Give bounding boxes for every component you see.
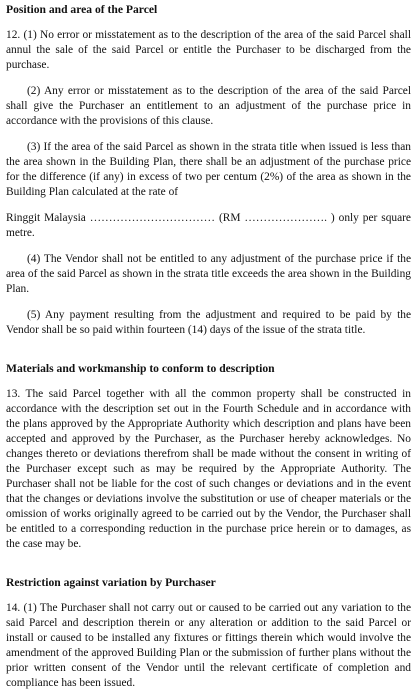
clause-12-3: (3) If the area of the said Parcel as shown in the strata title when issued is less than the area shown in the Building Plan, there shall be an adjustment of the purchase price for the difference (if any) in excess of two per centum (2%) of the area as shown in the Building Plan calculated at the rate of — [6, 141, 411, 198]
clause-12-2: (2) Any error or misstatement as to the description of the area of the said Parcel shall give the Purchaser an entitlement to an adjustment of the purchase price in accordance with the provisions of this clause. — [6, 85, 411, 127]
clause-13: 13. The said Parcel together with all the common property shall be constructed in accordance with the description set out in the Fourth Schedule and in accordance with the plans approved by the Appropriate Authority which description and plans have been accepted and approved by the Purchaser, as the Purchaser hereby acknowledges. No changes thereto or deviations therefrom shall be made without the consent in writing of the Purchaser except such as may be required by the Appropriate Authority. The Purchaser shall not be liable for the cost of such changes or deviations and in the event that the changes or deviations involve the substitution or use of cheaper materials or the omission of works originally agreed to be carried out by the Vendor, the Purchaser shall be entitled to a corresponding reduction in the purchase price herein or to damages, as the case may be. — [6, 388, 411, 550]
document-page — [6, 2, 411, 691]
clause-12-3-rate: Ringgit Malaysia …………………………… (RM …………………. ) only per square metre. — [6, 212, 411, 239]
section-heading-parcel: Position and area of the Parcel — [6, 3, 158, 16]
clause-14-1: 14. (1) The Purchaser shall not carry out or caused to be carried out any variation to the said Parcel and description therein or any alteration or addition to the said Parcel or install or caused to be installed any fixtures or fittings therein which would involve the amendment of the approved Building Plan or the submission of further plans without the prior written consent of the Vendor until the relevant certificate of completion and compliance has been issued. — [6, 602, 411, 689]
clause-12-4: (4) The Vendor shall not be entitled to any adjustment of the purchase price if the area of the said Parcel as shown in the strata title exceeds the area shown in the Building Plan. — [6, 253, 411, 295]
section-heading-variation: Restriction against variation by Purchaser — [6, 576, 216, 589]
clause-12-5: (5) Any payment resulting from the adjustment and required to be paid by the Vendor shall be so paid within fourteen (14) days of the issue of the strata title. — [6, 309, 411, 336]
clause-12-1: 12. (1) No error or misstatement as to the description of the area of the said Parcel shall annul the sale of the said Parcel or entitle the Purchaser to be discharged from the purchase. — [6, 29, 411, 71]
section-heading-materials: Materials and workmanship to conform to description — [6, 362, 275, 375]
